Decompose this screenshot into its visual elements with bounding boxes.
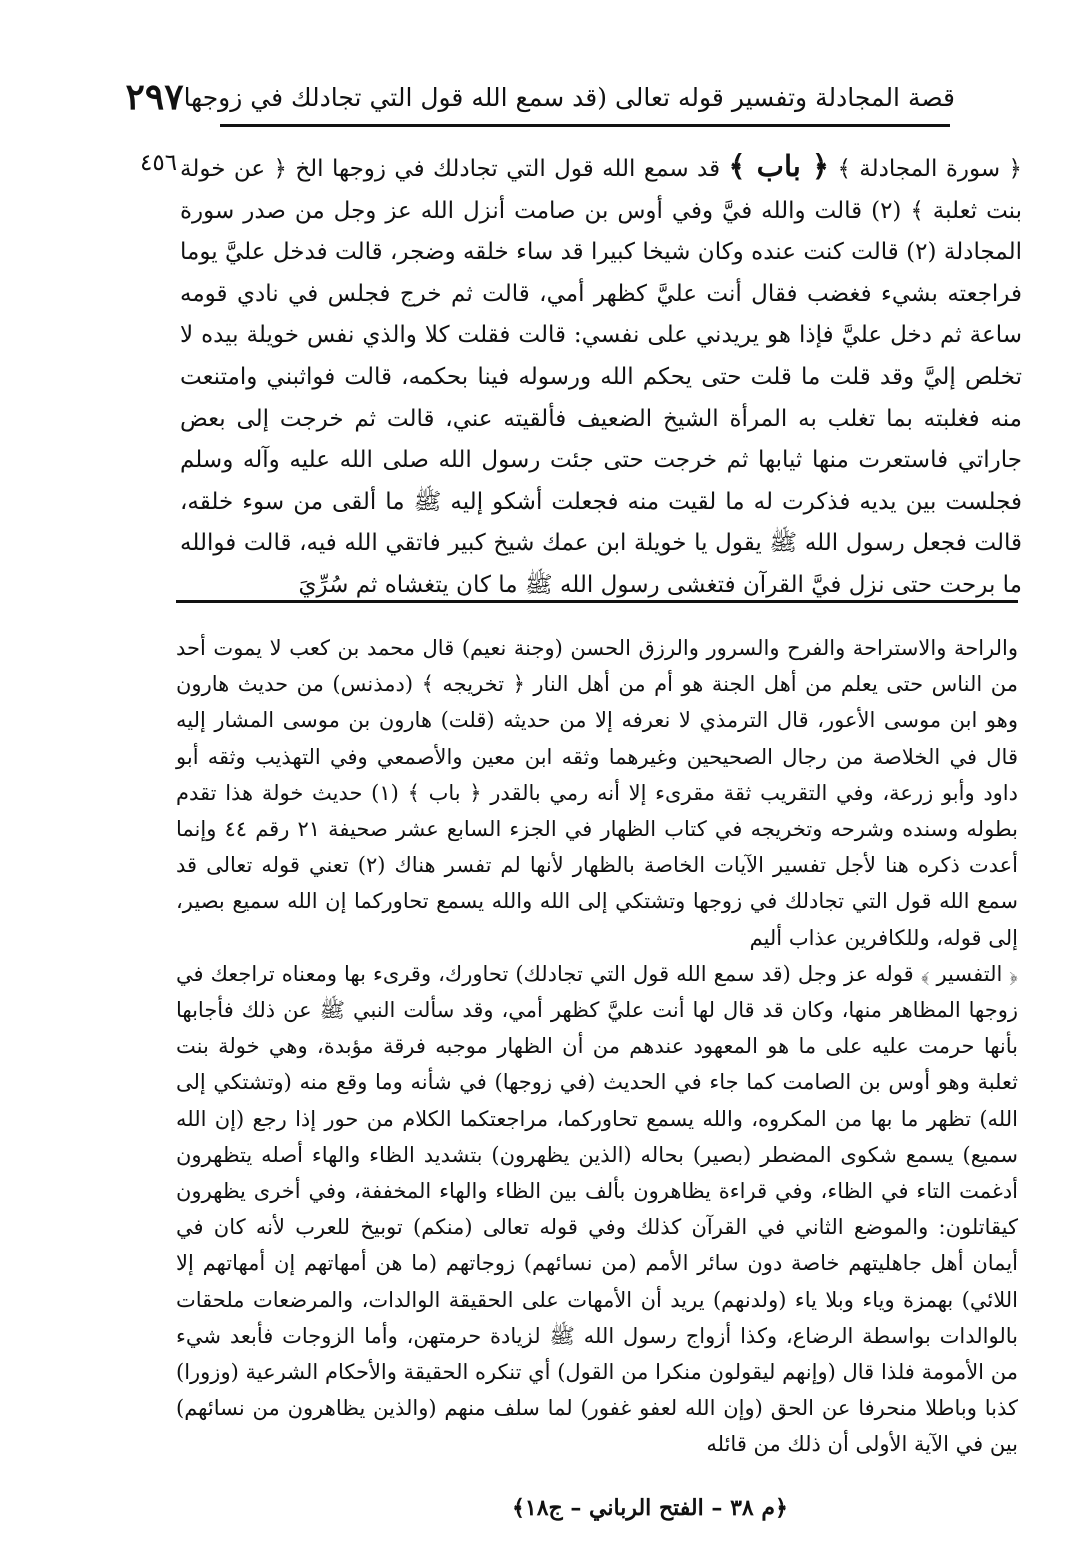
header-rule — [220, 124, 950, 127]
main-hadith-text — [180, 146, 1022, 607]
section-divider — [176, 600, 1018, 603]
bab-heading: ﴿ باب ﴾ — [728, 149, 830, 183]
page-number: ٢٩٧ — [125, 76, 184, 118]
commentary-paragraph: والراحة والاستراحة والفرح والسرور والرزق الحسن (وجنة نعيم) قال محمد بن كعب لا يموت أحد من الناس حتى يعلم من أهل الجنة هو أم من أهل النار ﴿ تخريجه ﴾ (دمذنس) من حديث هارون وهو ابن موسى الأعور، قال الترمذي لا نعرفه إلا من حديثه (قلت) هارون بن موسى المشار إليه قال في الخلاصة من رجال الصحيحين وغيرهما وثقه ابن معين والأصمعي وفي التهذيب وثقه أبو داود وأبو زرعة، وفي التقريب ثقة مقرىء إلا أنه رمي بالقدر ﴿ باب ﴾ (١) حديث خولة هذا تقدم بطوله وسنده وشرحه وتخريجه في كتاب الظهار في الجزء السابع عشر صحيفة ٢١ رقم ٤٤ وإنما أعدت ذكره هنا لأجل تفسير الآيات الخاصة بالظهار لأنها لم تفسر هناك (٢) تعني قوله تعالى قد سمع الله قول التي تجادلك في زوجها وتشتكي إلى الله والله يسمع تحاوركما إن الله سميع بصير، إلى قوله، وللكافرين عذاب أليم — [176, 636, 1019, 950]
footer-signature: ﴿م ٣٨ – الفتح الرباني – ج١٨﴾ — [512, 1495, 788, 1521]
commentary-footnotes — [176, 630, 1018, 1463]
running-header — [125, 72, 955, 122]
hadith-paragraph — [180, 146, 1022, 607]
surah-label: ﴿ سورة المجادلة ﴾ — [837, 156, 1022, 182]
tafsir-paragraph: ﴿ التفسير ﴾ قوله عز وجل (قد سمع الله قول التي تجادلك) تحاورك، وقرىء بها ومعناه تراجعك في زوجها المظاهر منها، وكان قد قال لها أنت عليَّ كظهر أمي، وقد سألت النبي ﷺ عن ذلك فأجابها بأنها حرمت عليه على ما هو المعهود عندهم من أن الظهار موجبه فرقة مؤبدة، وهي خولة بنت ثعلبة وهو أوس بن الصامت كما جاء في الحديث (في زوجها) في شأنه وما وقع منه (وتشتكي إلى الله) تظهر ما بها من المكروه، والله يسمع تحاوركما، مراجعتكما الكلام من حور إذا رجع (إن الله سميع) يسمع شكوى المضطر (بصير) بحاله (الذين يظهرون) بتشديد الظاء والهاء أصله يتظهرون أدغمت التاء في الظاء، وفي قراءة يظاهرون بألف بين الظاء والهاء المخففة، وفي أخرى يظهرون كيقاتلون: والموضع الثاني في القرآن كذلك وفي قوله تعالى (منكم) توبيخ للعرب لأنه كان في أيمان أهل جاهليتهم خاصة دون سائر الأمم (من نسائهم) زوجاتهم (ما هن أمهاتهم إن أمهاتهم إلا اللائي) بهمزة وياء وبلا ياء (ولدنهم) يريد أن الأمهات على الحقيقة الوالدات، والمرضعات ملحقات بالوالدات بواسطة الرضاع، وكذا أزواج رسول الله ﷺ لزيادة حرمتهن، وأما الزوجات فأبعد شيء من الأمومة فلذا قال (وإنهم ليقولون منكرا من القول) أي تنكره الحقيقة والأحكام الشرعية (وزورا) كذبا وباطلا منحرفا عن الحق (وإن الله لعفو غفور) لما سلف منهم (والذين يظاهرون من نسائهم) بين في الآية الأولى أن ذلك من قائله — [176, 961, 1018, 1457]
hadith-body: ﴿ عن خولة بنت ثعلبة ﴾ (٢) قالت والله فيَّ وفي أوس بن صامت أنزل الله عز وجل من صدر سورة المجادلة (٢) قالت كنت عنده وكان شيخا كبيرا قد ساء خلقه وضجر، قالت فدخل عليَّ يوما فراجعته بشيء فغضب فقال أنت عليَّ كظهر أمي، قالت ثم خرج فجلس في نادي قومه ساعة ثم دخل عليَّ فإذا هو يريدني على نفسي: قالت فقلت كلا والذي نفس خويلة بيده لا تخلص إليَّ وقد قلت ما قلت حتى يحكم الله ورسوله فينا بحكمه، قالت فواثبني وامتنعت منه فغلبته بما تغلب به المرأة الشيخ الضعيف فألقيته عني، قالت ثم خرجت إلى بعض جاراتي فاستعرت منها ثيابها ثم خرجت حتى جئت رسول الله صلى الله عليه وآله وسلم فجلست بين يديه فذكرت له ما لقيت منه فجعلت أشكو إليه ﷺ ما ألقى من سوء خلقه، قالت فجعل رسول الله ﷺ يقول يا خويلة ابن عمك شيخ كبير فاتقي الله فيه، قالت فوالله ما برحت حتى نزل فيَّ القرآن فتغشى رسول الله ﷺ ما كان يتغشاه ثم سُرِّيَ — [180, 156, 1023, 598]
header-title: قصة المجادلة وتفسير قوله تعالى (قد سمع الله قول التي تجادلك في زوجها — [183, 82, 955, 112]
bab-title: قد سمع الله قول التي تجادلك في زوجها الخ — [295, 156, 721, 182]
hadith-number: ٤٥٦ — [140, 150, 178, 176]
